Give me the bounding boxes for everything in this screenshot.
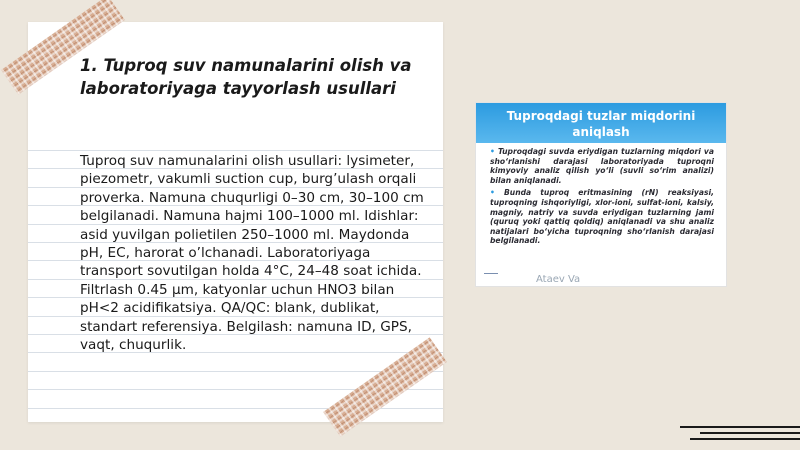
- slide-title: Tuproqdagi tuzlar miqdorini aniqlash: [476, 103, 726, 143]
- slide-bullet-item: [490, 147, 714, 185]
- decorative-line: [700, 432, 800, 434]
- body-paragraph: Tuproq suv namunalarini olish usullari: lysimeter, piezometr, vakumli suction cup, burg’ulash orqali proverka. Namuna chuqurligi 0–30 cm, 30–100 cm belgilanadi. Namuna hajmi 100–1000 ml. Idishlar: asid yuvilgan polietilen 250–1000 ml. Maydonda pH, EC, harorat o’lchanadi. Laboratoriyaga transport sovutilgan holda 4°C, 24–48 soat ichida. Filtrlash 0.45 µm, katyonlar uchun HNO3 bilan pH<2 acidifikatsiya. QA/QC: blank, dublikat, standart referensiya. Belgilash: namuna ID, GPS, vaqt, chuqurlik.: [80, 153, 424, 354]
- paper-rule: [28, 150, 443, 151]
- slide-footer-line: [484, 273, 498, 274]
- decorative-line: [680, 426, 800, 428]
- notebook-paper: [28, 22, 443, 422]
- slide-footer-text: Ataev Va: [536, 274, 581, 285]
- slide-bullet-item: [490, 188, 714, 246]
- decorative-lines: [680, 420, 800, 450]
- slide-body: [476, 143, 726, 246]
- bullet-dot-icon: •: [490, 147, 495, 156]
- decorative-line: [690, 438, 800, 440]
- bullet-dot-icon: •: [490, 188, 495, 198]
- slide-bullet-text: Bunda tuproq eritmasining (rN) reaksiyasi, tuproqning ishqoriyligi, xlor-ioni, sulfat-ioni, kalsiy, magniy, natriy va suvda eriydigan tuzlarning jami (quruq yoki qattiq qoldiq) aniqlanadi va shu analiz natijalari bo‘yicha tuproqning sho‘rlanish darajasi belgilanadi.: [490, 188, 714, 246]
- slide-thumbnail: [475, 102, 727, 287]
- slide-bullet-text: Tuproqdagi suvda eriydigan tuzlarning miqdori va sho‘rlanishi darajasi laboratoriyada tuproqni kimyoviy analiz qilish yo‘li (suvli so‘rim analizi) bilan aniqlanadi.: [490, 147, 714, 185]
- page-title: 1. Tuproq suv namunalarini olish va laboratoriyaga tayyorlash usullari: [80, 56, 412, 98]
